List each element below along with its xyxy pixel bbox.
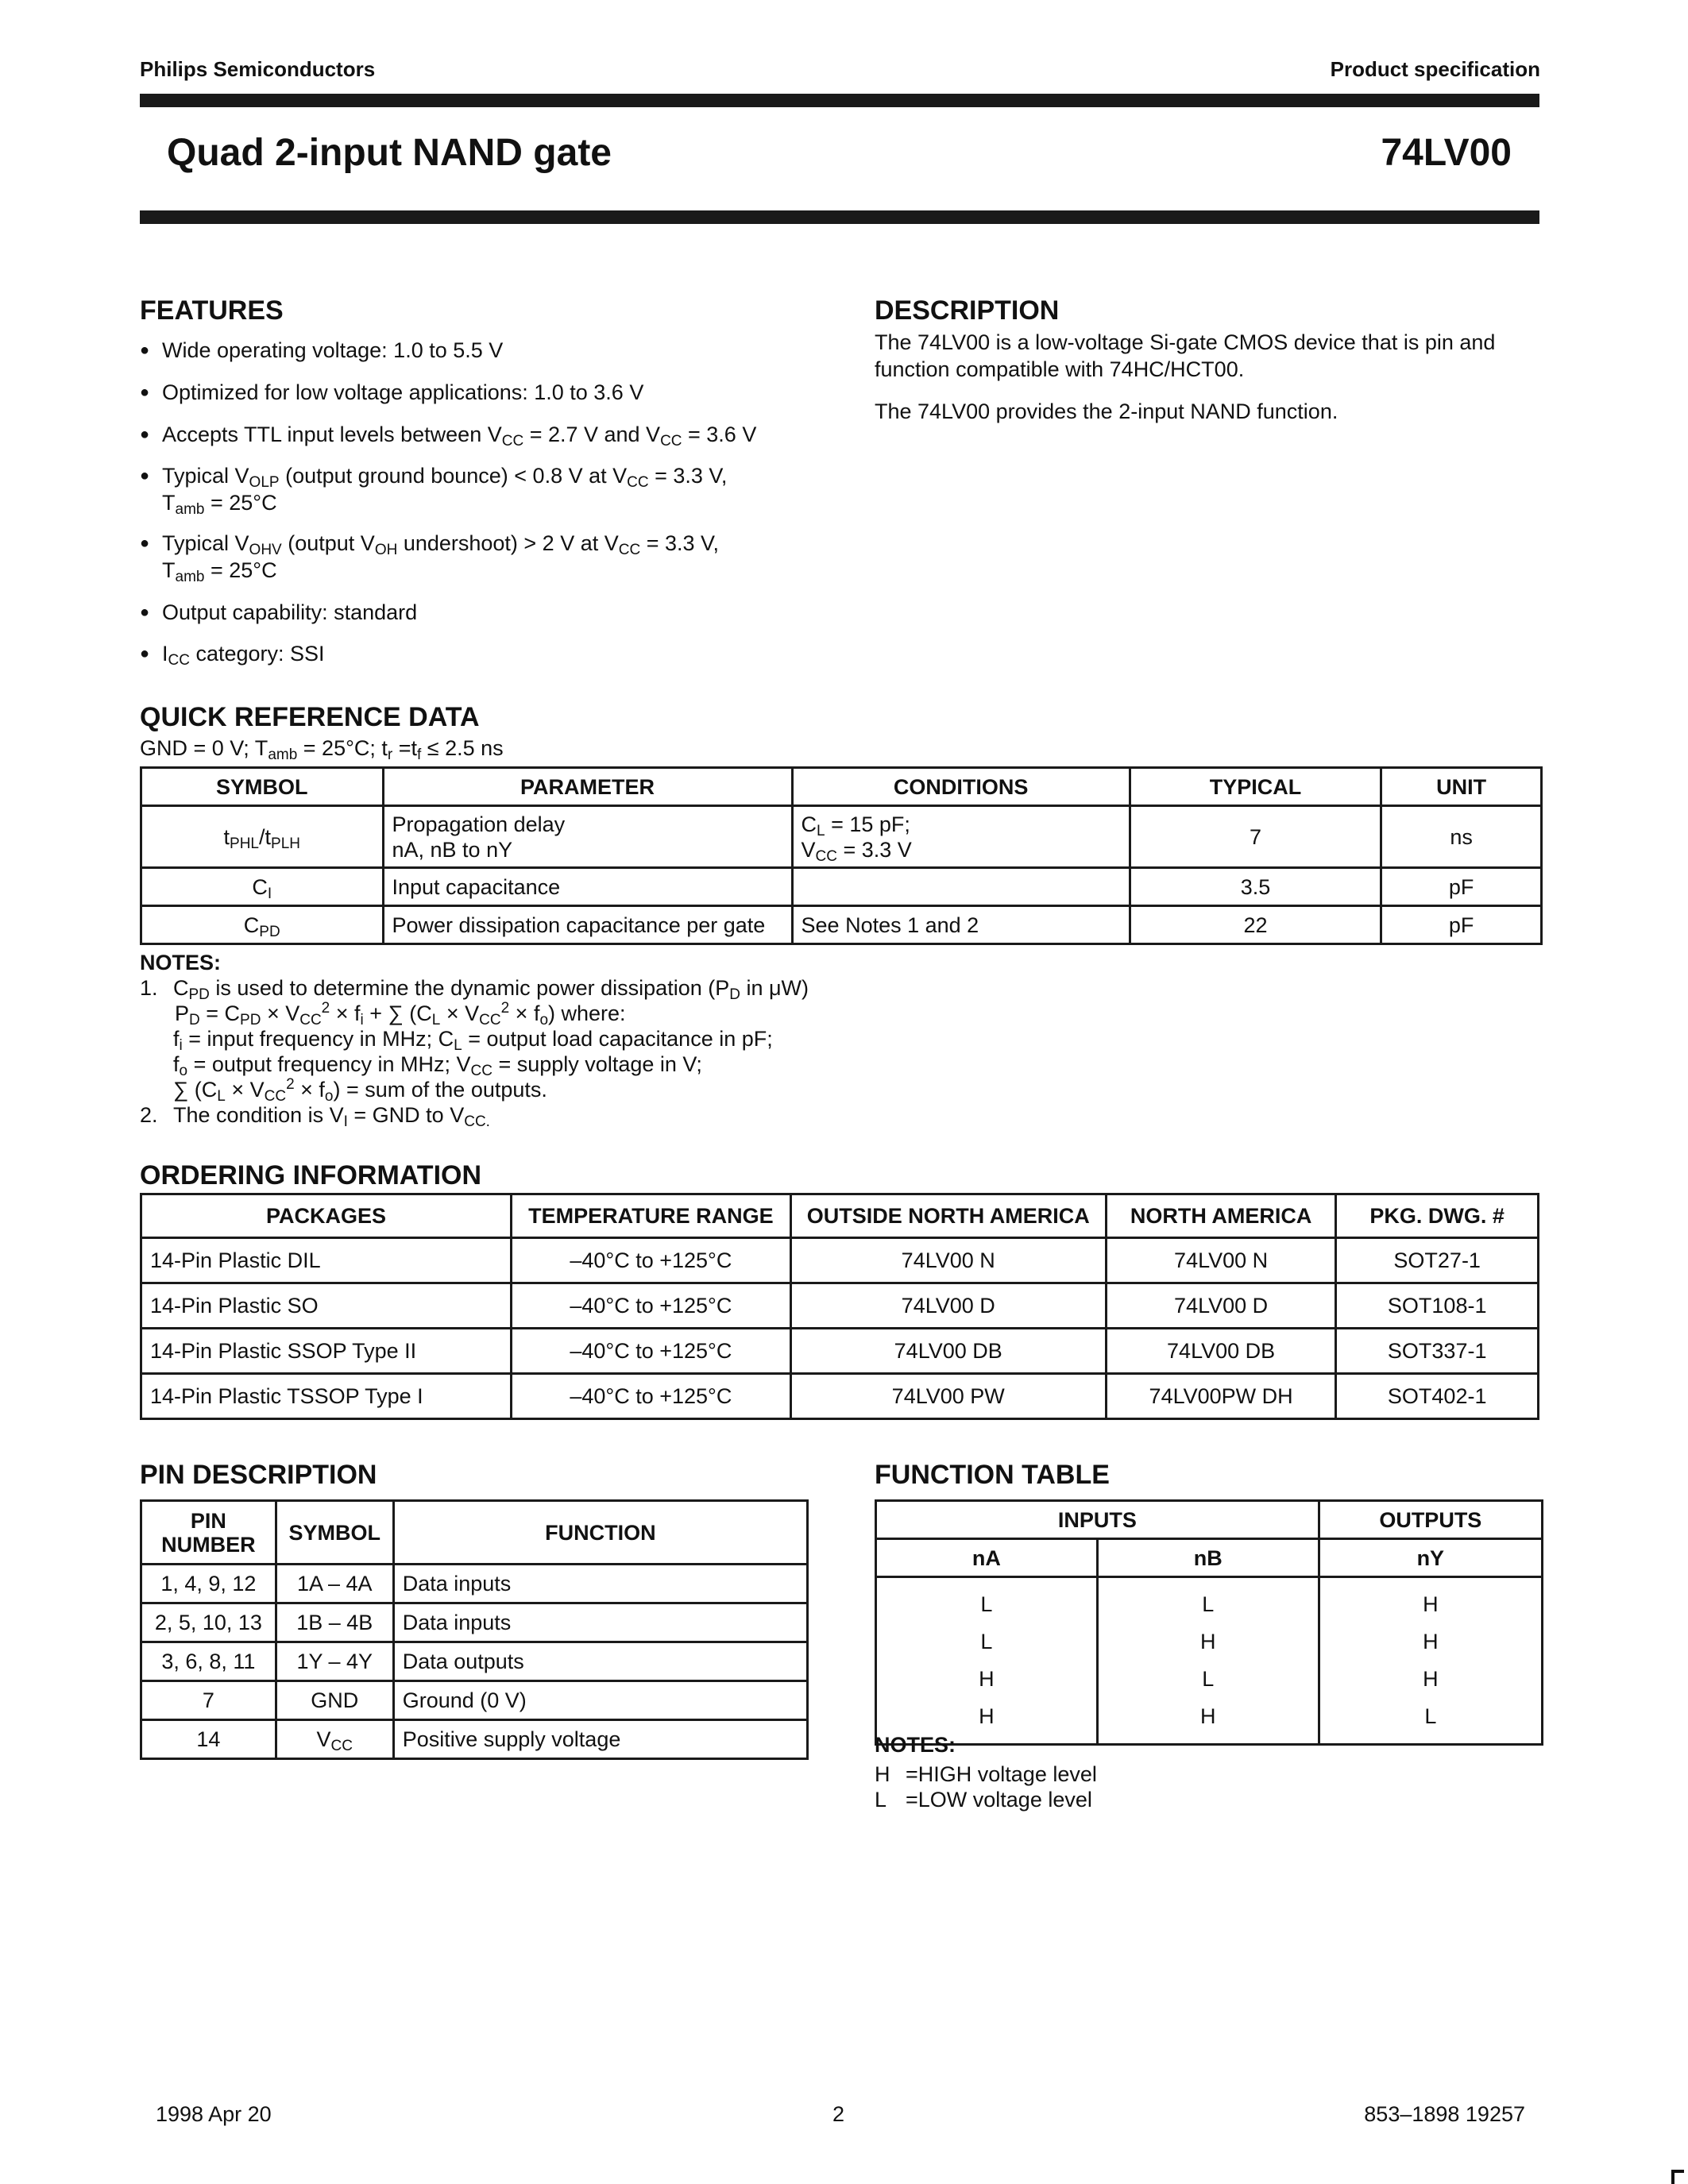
page-number: 2 (832, 2102, 845, 2126)
symbol-cell: $C_I$ (141, 868, 384, 906)
temperature-cell: –40°C to +125°C (512, 1374, 791, 1419)
feature-item: ● Wide operating voltage: 1.0 to 5.5 V (140, 337, 823, 364)
parameter-line: Propagation delay (392, 812, 566, 836)
column-header: nY (1319, 1539, 1542, 1577)
note-number: 1. (140, 976, 158, 1000)
typical-cell: 7 (1130, 806, 1381, 868)
features-heading: FEATURES (140, 295, 284, 326)
truth-value: L (1202, 1667, 1215, 1691)
note-1: $C_{PD}$ is used to determine the dynamic power dissipation ($P_D$ in μW) $P_D = C_{PD} \times V_{CC}^2 \times f_i$ + ∑ $(C_L \times V_{CC}^2 \times f_o)$ where: $f_i$ = input frequency in MHz; $C_L$ = output load capacitance in pF; $f_o$ = output frequency in MHz; $V_{CC}$ = supply voltage in V; ∑ $(C_L \times V_{CC}^2 \times f_o)$ = sum of the outputs. (173, 976, 809, 1105)
outside-na-cell: 74LV00 N (790, 1238, 1106, 1283)
table-row (141, 1283, 1539, 1329)
unit-cell: ns (1381, 806, 1542, 868)
input-b-column (1097, 1577, 1319, 1745)
pin-function-cell: Ground (0 V) (393, 1681, 807, 1720)
table-header-row (141, 1194, 1539, 1238)
table-row (141, 1374, 1539, 1419)
quick-ref-notes-heading: NOTES: (140, 951, 222, 974)
truth-value: H (1199, 1630, 1216, 1653)
table-header-row (141, 1501, 808, 1565)
unit-cell: pF (1381, 906, 1542, 944)
truth-value: H (1423, 1630, 1439, 1653)
typical-cell: 22 (1130, 906, 1381, 944)
feature-item: ● Optimized for low voltage applications: 1.0 to 3.6 V (140, 379, 823, 406)
north-america-cell: 74LV00 DB (1106, 1329, 1336, 1374)
pin-function-cell: Positive supply voltage (393, 1720, 807, 1759)
column-header: FUNCTION (393, 1501, 807, 1565)
pkg-dwg-cell: SOT108-1 (1336, 1283, 1539, 1329)
outside-na-cell: 74LV00 DB (790, 1329, 1106, 1374)
north-america-cell: 74LV00 N (1106, 1238, 1336, 1283)
output-y-column (1319, 1577, 1542, 1745)
table-row (141, 1603, 808, 1642)
footer-date: 1998 Apr 20 (156, 2102, 272, 2126)
truth-value: H (1423, 1667, 1439, 1691)
temperature-cell: –40°C to +125°C (512, 1238, 791, 1283)
pkg-dwg-cell: SOT402-1 (1336, 1374, 1539, 1419)
temperature-cell: –40°C to +125°C (512, 1283, 791, 1329)
truth-value: L (1202, 1592, 1215, 1616)
function-note-text: =LOW voltage level (906, 1788, 1092, 1812)
pin-symbol-cell: 1Y – 4Y (276, 1642, 393, 1681)
feature-item: ● Output capability: standard (140, 599, 823, 626)
symbol-cell: $t_{PHL}/t_{PLH}$ (141, 806, 384, 868)
package-cell: 14-Pin Plastic SO (141, 1283, 512, 1329)
pin-number-cell: 2, 5, 10, 13 (141, 1603, 276, 1642)
table-row (141, 906, 1542, 944)
function-note-key: L (875, 1788, 887, 1812)
conditions-cell: $C_L = 15$ pF; $V_{CC} = 3.3$ V (792, 806, 1130, 868)
table-row (141, 1681, 808, 1720)
table-row (141, 806, 1542, 868)
north-america-cell: 74LV00PW DH (1106, 1374, 1336, 1419)
function-table-heading: FUNCTION TABLE (875, 1460, 1110, 1490)
feature-item: ● Accepts TTL input levels between $V_{CC} = 2.7$ V and $V_{CC} = 3.6$ V (140, 421, 823, 448)
pin-function-cell: Data inputs (393, 1603, 807, 1642)
company-name: Philips Semiconductors (140, 57, 376, 81)
pin-function-cell: Data outputs (393, 1642, 807, 1681)
feature-item: ● $I_{CC}$ category: SSI (140, 640, 823, 667)
outputs-group-header: OUTPUTS (1319, 1501, 1542, 1539)
table-header-row (141, 768, 1542, 806)
description-paragraph-1: The 74LV00 is a low-voltage Si-gate CMOS device that is pin and function compatible with 74HC/HCT00. (875, 330, 1496, 381)
ordering-table (140, 1193, 1539, 1420)
table-row (141, 1642, 808, 1681)
description-heading: DESCRIPTION (875, 295, 1060, 326)
column-header: TEMPERATURE RANGE (512, 1194, 791, 1238)
table-header-row (876, 1501, 1543, 1539)
table-row (141, 1565, 808, 1603)
column-header: NORTH AMERICA (1106, 1194, 1336, 1238)
typical-cell: 3.5 (1130, 868, 1381, 906)
truth-value: L (980, 1592, 993, 1616)
pin-number-cell: 7 (141, 1681, 276, 1720)
part-number: 74LV00 (1381, 132, 1512, 174)
table-header-row (876, 1539, 1543, 1577)
pin-function-cell: Data inputs (393, 1565, 807, 1603)
column-header: SYMBOL (141, 768, 384, 806)
note-number: 2. (140, 1103, 158, 1127)
column-header: nB (1097, 1539, 1319, 1577)
unit-cell: pF (1381, 868, 1542, 906)
pin-symbol-cell: $V_{CC}$ (276, 1720, 393, 1759)
feature-item: ● Typical $V_{OLP}$ (output ground bounce) < 0.8 V at $V_{CC} = 3.3$ V, $T_{amb} = 25^\circ C$ (140, 462, 823, 516)
package-cell: 14-Pin Plastic SSOP Type II (141, 1329, 512, 1374)
table-body (876, 1577, 1543, 1745)
pin-number-cell: 3, 6, 8, 11 (141, 1642, 276, 1681)
temperature-cell: –40°C to +125°C (512, 1329, 791, 1374)
conditions-cell: See Notes 1 and 2 (792, 906, 1130, 944)
page-title: Quad 2-input NAND gate (167, 132, 612, 174)
note-2: The condition is $V_I$ = GND to $V_{CC.}$ (173, 1103, 490, 1130)
column-header: OUTSIDE NORTH AMERICA (790, 1194, 1106, 1238)
outside-na-cell: 74LV00 PW (790, 1374, 1106, 1419)
truth-value: H (979, 1704, 995, 1728)
pin-description-table (140, 1499, 809, 1760)
top-rule (140, 94, 1539, 107)
quick-ref-table (140, 766, 1543, 945)
feature-item: ● Typical $V_{OHV}$ (output $V_{OH}$ undershoot) > 2 V at $V_{CC} = 3.3$ V, $T_{amb} = 25^\circ C$ (140, 530, 823, 584)
function-note-text: =HIGH voltage level (906, 1762, 1097, 1786)
pin-symbol-cell: GND (276, 1681, 393, 1720)
column-header: UNIT (1381, 768, 1542, 806)
column-header: TYPICAL (1130, 768, 1381, 806)
header-line: PIN (190, 1508, 226, 1533)
function-table (875, 1499, 1543, 1746)
header-line: NUMBER (161, 1532, 256, 1557)
column-header: PACKAGES (141, 1194, 512, 1238)
column-header: CONDITIONS (792, 768, 1130, 806)
crop-mark (1671, 2170, 1684, 2184)
column-header: PARAMETER (383, 768, 792, 806)
doc-type: Product specification (1330, 57, 1540, 81)
input-a-column (876, 1577, 1098, 1745)
pin-number-cell: 1, 4, 9, 12 (141, 1565, 276, 1603)
quick-ref-heading: QUICK REFERENCE DATA (140, 702, 480, 732)
function-note-key: H (875, 1762, 890, 1786)
table-row (141, 1329, 1539, 1374)
footer-code: 853–1898 19257 (1364, 2102, 1525, 2126)
package-cell: 14-Pin Plastic DIL (141, 1238, 512, 1283)
package-cell: 14-Pin Plastic TSSOP Type I (141, 1374, 512, 1419)
quick-ref-conditions: GND = 0 V; $T_{amb} = 25^\circ C$; $t_r =t_f \le 2.5$ ns (140, 736, 504, 763)
column-header: SYMBOL (276, 1501, 393, 1565)
parameter-cell: Input capacitance (383, 868, 792, 906)
inputs-group-header: INPUTS (876, 1501, 1319, 1539)
truth-value: H (1199, 1704, 1216, 1728)
table-row (141, 1238, 1539, 1283)
truth-value: H (979, 1667, 995, 1691)
pin-symbol-cell: 1B – 4B (276, 1603, 393, 1642)
conditions-cell (792, 868, 1130, 906)
ordering-heading: ORDERING INFORMATION (140, 1160, 482, 1190)
description-paragraph-2: The 74LV00 provides the 2-input NAND function. (875, 399, 1338, 423)
truth-value: L (1424, 1704, 1437, 1728)
truth-value: L (980, 1630, 993, 1653)
title-rule (140, 210, 1539, 224)
pin-number-cell: 14 (141, 1720, 276, 1759)
pkg-dwg-cell: SOT337-1 (1336, 1329, 1539, 1374)
column-header (141, 1501, 276, 1565)
pin-symbol-cell: 1A – 4A (276, 1565, 393, 1603)
function-notes-heading: NOTES: (875, 1733, 956, 1757)
column-header: PKG. DWG. # (1336, 1194, 1539, 1238)
symbol-cell: $C_{PD}$ (141, 906, 384, 944)
truth-value: H (1423, 1592, 1439, 1616)
table-row (141, 868, 1542, 906)
north-america-cell: 74LV00 D (1106, 1283, 1336, 1329)
column-header: nA (876, 1539, 1098, 1577)
pkg-dwg-cell: SOT27-1 (1336, 1238, 1539, 1283)
table-row (141, 1720, 808, 1759)
parameter-cell (383, 806, 792, 868)
pin-description-heading: PIN DESCRIPTION (140, 1460, 377, 1490)
outside-na-cell: 74LV00 D (790, 1283, 1106, 1329)
parameter-line: nA, nB to nY (392, 837, 513, 862)
parameter-cell: Power dissipation capacitance per gate (383, 906, 792, 944)
